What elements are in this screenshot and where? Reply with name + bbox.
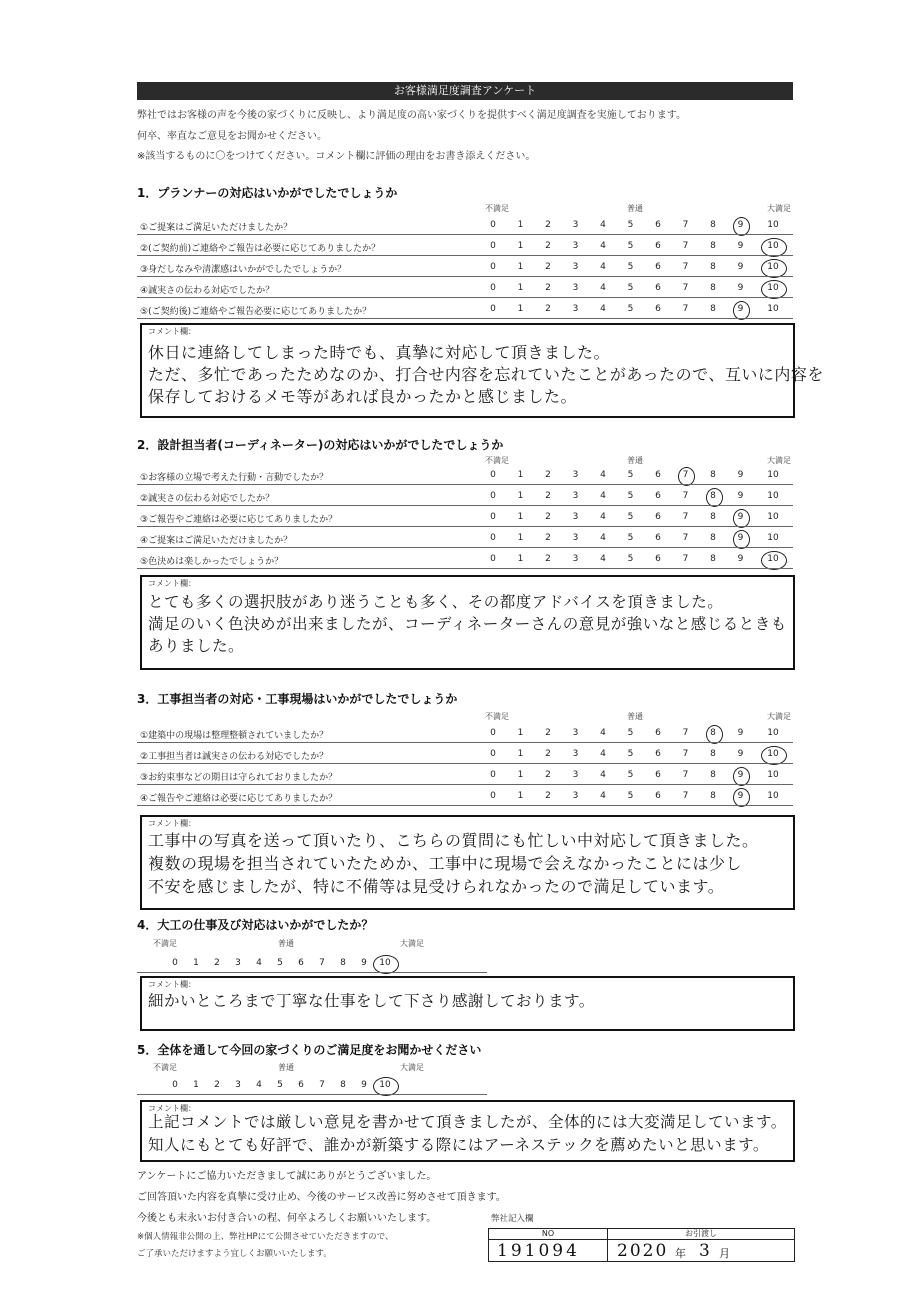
- handwritten-comment-line: 細かいところまで丁寧な仕事をして下さり感謝しております。: [148, 992, 595, 1010]
- question-row-divider: [137, 568, 793, 569]
- question-row-divider: [137, 547, 793, 548]
- scale-option[interactable]: 5: [627, 470, 634, 480]
- scale-option[interactable]: 9: [361, 958, 367, 968]
- question-row-divider: [137, 763, 793, 764]
- scale-option[interactable]: 2: [545, 262, 551, 272]
- scale-option[interactable]: 9: [737, 728, 744, 738]
- intro-line-3: ※該当するものに〇をつけてください。コメント欄に評価の理由をお書き添えください。: [137, 151, 536, 162]
- scale-option[interactable]: 0: [490, 749, 496, 759]
- scale-option[interactable]: 4: [600, 262, 606, 272]
- scale-option[interactable]: 4: [600, 533, 606, 543]
- scale-option[interactable]: 7: [319, 958, 325, 968]
- handwritten-comment-line: 複数の現場を担当されていたためか、工事中に現場で会えなかったことには少し: [148, 854, 743, 873]
- scale-option[interactable]: 7: [682, 304, 689, 314]
- office-year-value: 2020: [617, 1241, 669, 1261]
- scale-option[interactable]: 6: [655, 283, 661, 293]
- scale-option[interactable]: 3: [572, 770, 579, 780]
- scale-option[interactable]: 9: [737, 283, 744, 293]
- scale-option[interactable]: 2: [545, 241, 551, 251]
- scale-option[interactable]: 2: [545, 554, 551, 564]
- scale-row-divider: [137, 1094, 487, 1095]
- scale-option[interactable]: 0: [490, 554, 496, 564]
- scale-option[interactable]: 5: [627, 491, 634, 501]
- scale-option[interactable]: 3: [572, 283, 579, 293]
- scale-option[interactable]: 7: [682, 791, 689, 801]
- scale-option[interactable]: 3: [235, 1080, 241, 1090]
- scale-option[interactable]: 1: [517, 554, 524, 564]
- scale-option[interactable]: 2: [545, 220, 551, 230]
- scale-option[interactable]: 6: [655, 304, 661, 314]
- scale-label-high: 大満足: [767, 456, 791, 465]
- scale-option[interactable]: 6: [655, 554, 661, 564]
- question-1-2: ②(ご契約前)ご連絡やご報告は必要に応じてありましたか？: [140, 244, 381, 254]
- scale-option[interactable]: 9: [737, 512, 744, 522]
- question-1-4: ④誠実さの伝わる対応でしたか？: [140, 286, 275, 296]
- handwritten-comment-line: 知人にもとても好評で、誰かが新築する際にはアーネステックを薦めたいと思います。: [148, 1136, 769, 1154]
- scale-label-low: 不満足: [153, 1063, 177, 1072]
- scale-option[interactable]: 5: [277, 1080, 283, 1090]
- scale-option[interactable]: 5: [627, 554, 634, 564]
- scale-label-low: 不満足: [153, 939, 177, 948]
- scale-label-mid: 普通: [627, 456, 643, 465]
- office-use-table: [488, 1228, 795, 1262]
- scale-option[interactable]: 4: [256, 958, 262, 968]
- scale-option[interactable]: 6: [298, 1080, 304, 1090]
- question-3-2: ②工事担当者は誠実さの伝わる対応でしたか？: [140, 752, 329, 762]
- scale-option[interactable]: 7: [682, 470, 689, 480]
- question-1-3: ③身だしなみや清潔感はいかがでしたでしょうか？: [140, 265, 347, 275]
- scale-option[interactable]: 5: [627, 533, 634, 543]
- scale-option[interactable]: 3: [572, 728, 579, 738]
- question-row-divider: [137, 742, 793, 743]
- scale-option[interactable]: 6: [655, 220, 661, 230]
- scale-option[interactable]: 10: [767, 749, 779, 759]
- question-row-divider: [137, 234, 793, 235]
- scale-option[interactable]: 8: [710, 262, 716, 272]
- question-2-4: ④ご提案はご満足いただけましたか？: [140, 536, 293, 546]
- handwritten-comment-line: 上記コメントでは厳しい意見を書かせて頂きましたが、全体的には大変満足しています。: [148, 1113, 787, 1131]
- office-month-value: 3: [699, 1241, 710, 1261]
- section-2-title: 2．設計担当者(コーディネーター)の対応はいかがでしたでしょうか: [137, 438, 504, 452]
- handwritten-comment-line: 保存しておけるメモ等があれば良かったかと感じました。: [148, 387, 578, 406]
- comment-label: コメント欄：: [148, 327, 196, 336]
- scale-option[interactable]: 8: [710, 241, 716, 251]
- handwritten-comment-line: 不安を感じましたが、特に不備等は見受けられなかったので満足しています。: [148, 877, 725, 896]
- question-2-3: ③ご報告やご連絡は必要に応じてありましたか？: [140, 515, 338, 525]
- scale-option[interactable]: 2: [545, 770, 551, 780]
- scale-option[interactable]: 8: [710, 470, 716, 480]
- scale-option[interactable]: 9: [737, 791, 744, 801]
- handwritten-comment-line: 満足のいく色決めが出来ましたが、コーディネーターさんの意見が強いなと感じるときも: [148, 615, 787, 633]
- scale-option[interactable]: 9: [737, 304, 744, 314]
- comment-label: コメント欄：: [148, 980, 196, 989]
- scale-option[interactable]: 4: [600, 241, 606, 251]
- scale-option[interactable]: 5: [627, 241, 634, 251]
- scale-option[interactable]: 0: [490, 262, 496, 272]
- scale-option[interactable]: 9: [361, 1080, 367, 1090]
- section-4-title: 4．大工の仕事及び対応はいかがでしたか？: [137, 918, 374, 932]
- scale-option[interactable]: 8: [710, 533, 716, 543]
- scale-option[interactable]: 2: [545, 791, 551, 801]
- scale-option[interactable]: 3: [235, 958, 241, 968]
- scale-option[interactable]: 0: [490, 770, 496, 780]
- scale-option[interactable]: 3: [572, 554, 579, 564]
- scale-option[interactable]: 10: [767, 470, 779, 480]
- scale-option[interactable]: 2: [545, 512, 551, 522]
- scale-option[interactable]: 0: [490, 533, 496, 543]
- privacy-note-line-2: ご了承いただけますよう宜しくお願いいたします。: [137, 1249, 332, 1259]
- scale-option[interactable]: 6: [655, 533, 661, 543]
- scale-option[interactable]: 7: [682, 749, 689, 759]
- scale-option[interactable]: 10: [767, 554, 779, 564]
- scale-option[interactable]: 1: [517, 241, 524, 251]
- section-3-title: 3．工事担当者の対応・工事現場はいかがでしたでしょうか: [137, 692, 458, 706]
- scale-option[interactable]: 0: [490, 791, 496, 801]
- question-2-5: ⑤色決めは楽しかったでしょうか？: [140, 557, 284, 567]
- scale-option[interactable]: 6: [655, 491, 661, 501]
- scale-option[interactable]: 10: [767, 283, 779, 293]
- scale-option[interactable]: 8: [710, 749, 716, 759]
- scale-option[interactable]: 3: [572, 304, 579, 314]
- section-1-title: 1．プランナーの対応はいかがでしたでしょうか: [137, 186, 398, 200]
- handwritten-comment-line: とても多くの選択肢があり迷うことも多く、その都度アドバイスを頂きました。: [148, 593, 724, 611]
- scale-option[interactable]: 6: [655, 770, 661, 780]
- scale-option[interactable]: 8: [710, 491, 716, 501]
- scale-option[interactable]: 10: [767, 220, 779, 230]
- scale-option[interactable]: 8: [710, 283, 716, 293]
- scale-option[interactable]: 5: [627, 262, 634, 272]
- scale-option[interactable]: 5: [627, 728, 634, 738]
- scale-option[interactable]: 2: [545, 728, 551, 738]
- scale-option[interactable]: 8: [710, 512, 716, 522]
- scale-option[interactable]: 5: [627, 220, 634, 230]
- scale-option[interactable]: 0: [490, 512, 496, 522]
- office-no-value: 191094: [497, 1241, 580, 1261]
- scale-option[interactable]: 1: [517, 749, 524, 759]
- scale-option[interactable]: 8: [710, 791, 716, 801]
- scale-option[interactable]: 0: [490, 304, 496, 314]
- scale-option[interactable]: 2: [545, 470, 551, 480]
- scale-option[interactable]: 4: [600, 770, 606, 780]
- scale-option[interactable]: 4: [256, 1080, 262, 1090]
- question-row-divider: [137, 805, 793, 806]
- scale-option[interactable]: 1: [517, 728, 524, 738]
- scale-label-mid: 普通: [627, 712, 643, 721]
- office-use-label: 弊社記入欄: [491, 1214, 534, 1224]
- handwritten-comment-line: 休日に連絡してしまった時でも、真摯に対応して頂きました。: [148, 343, 611, 362]
- scale-option[interactable]: 9: [737, 220, 744, 230]
- question-1-5: ⑤(ご契約後)ご連絡やご報告必要に応じてありましたか？: [140, 307, 372, 317]
- scale-option[interactable]: 1: [517, 283, 524, 293]
- scale-option[interactable]: 1: [193, 1080, 199, 1090]
- question-row-divider: [137, 784, 793, 785]
- scale-option[interactable]: 4: [600, 283, 606, 293]
- scale-option[interactable]: 9: [737, 533, 744, 543]
- scale-option[interactable]: 2: [214, 958, 220, 968]
- scale-option[interactable]: 9: [737, 491, 744, 501]
- question-3-3: ③お約束事などの期日は守られておりましたか？: [140, 773, 338, 783]
- scale-option[interactable]: 10: [767, 728, 779, 738]
- scale-option[interactable]: 9: [737, 470, 744, 480]
- scale-option[interactable]: 3: [572, 491, 579, 501]
- scale-option[interactable]: 3: [572, 533, 579, 543]
- scale-option[interactable]: 6: [298, 958, 304, 968]
- scale-option[interactable]: 2: [214, 1080, 220, 1090]
- scale-option[interactable]: 6: [655, 512, 661, 522]
- scale-option[interactable]: 0: [490, 283, 496, 293]
- question-2-2: ②誠実さの伝わる対応でしたか？: [140, 494, 275, 504]
- scale-option[interactable]: 4: [600, 470, 606, 480]
- intro-line-1: 弊社ではお客様の声を今後の家づくりに反映し、より満足度の高い家づくりを提供すべく満足度調査を実施しております。: [137, 110, 686, 121]
- section-5-title: 5．全体を通して今回の家づくりのご満足度をお聞かせください: [137, 1043, 482, 1057]
- scale-option[interactable]: 4: [600, 304, 606, 314]
- scale-option[interactable]: 10: [379, 958, 391, 968]
- scale-option[interactable]: 5: [277, 958, 283, 968]
- scale-label-mid: 普通: [278, 939, 294, 948]
- question-row-divider: [137, 318, 793, 319]
- scale-option[interactable]: 3: [572, 512, 579, 522]
- scale-option[interactable]: 3: [572, 791, 579, 801]
- scale-option[interactable]: 9: [737, 241, 744, 251]
- scale-option[interactable]: 4: [600, 220, 606, 230]
- intro-line-2: 何卒、率直なご意見をお聞かせください。: [137, 131, 327, 142]
- scale-option[interactable]: 5: [627, 770, 634, 780]
- scale-option[interactable]: 5: [627, 512, 634, 522]
- scale-option[interactable]: 7: [682, 533, 689, 543]
- scale-option[interactable]: 6: [655, 262, 661, 272]
- scale-option[interactable]: 8: [710, 554, 716, 564]
- footer-line-1: アンケートにご協力いただきまして誠にありがとうございました。: [137, 1171, 437, 1182]
- scale-option[interactable]: 9: [737, 770, 744, 780]
- scale-label-mid: 普通: [627, 204, 643, 213]
- comment-label: コメント欄：: [148, 819, 196, 828]
- scale-option[interactable]: 8: [710, 220, 716, 230]
- scale-option[interactable]: 6: [655, 241, 661, 251]
- scale-option[interactable]: 6: [655, 728, 661, 738]
- scale-option[interactable]: 6: [655, 470, 661, 480]
- scale-option[interactable]: 6: [655, 791, 661, 801]
- scale-label-high: 大満足: [767, 712, 791, 721]
- scale-option[interactable]: 8: [340, 1080, 346, 1090]
- scale-option[interactable]: 7: [319, 1080, 325, 1090]
- scale-option[interactable]: 8: [710, 770, 716, 780]
- scale-option[interactable]: 1: [517, 220, 524, 230]
- office-column-divider: [607, 1229, 608, 1261]
- question-row-divider: [137, 255, 793, 256]
- scale-option[interactable]: 6: [655, 749, 661, 759]
- scale-option[interactable]: 3: [572, 470, 579, 480]
- question-3-1: ①建築中の現場は整理整頓されていましたか？: [140, 731, 329, 741]
- scale-option[interactable]: 10: [767, 304, 779, 314]
- scale-option[interactable]: 7: [682, 241, 689, 251]
- scale-option[interactable]: 0: [490, 470, 496, 480]
- scale-option[interactable]: 4: [600, 791, 606, 801]
- scale-option[interactable]: 2: [545, 304, 551, 314]
- scale-option[interactable]: 3: [572, 220, 579, 230]
- scale-option[interactable]: 7: [682, 512, 689, 522]
- scale-option[interactable]: 4: [600, 554, 606, 564]
- scale-label-high: 大満足: [400, 939, 424, 948]
- scale-option[interactable]: 4: [600, 491, 606, 501]
- scale-option[interactable]: 10: [767, 512, 779, 522]
- scale-option[interactable]: 0: [172, 1080, 178, 1090]
- scale-option[interactable]: 10: [767, 241, 779, 251]
- scale-option[interactable]: 4: [600, 728, 606, 738]
- scale-option[interactable]: 1: [193, 958, 199, 968]
- question-row-divider: [137, 526, 793, 527]
- scale-option[interactable]: 1: [517, 512, 524, 522]
- scale-option[interactable]: 10: [767, 770, 779, 780]
- scale-option[interactable]: 10: [767, 491, 779, 501]
- scale-option[interactable]: 7: [682, 262, 689, 272]
- scale-option[interactable]: 10: [767, 533, 779, 543]
- office-month-unit: 月: [719, 1247, 730, 1260]
- question-row-divider: [137, 484, 793, 485]
- scale-label-low: 不満足: [485, 204, 509, 213]
- scale-option[interactable]: 2: [545, 491, 551, 501]
- scale-option[interactable]: 7: [682, 770, 689, 780]
- comment-label: コメント欄：: [148, 1104, 196, 1113]
- scale-option[interactable]: 7: [682, 491, 689, 501]
- scale-option[interactable]: 8: [710, 728, 716, 738]
- scale-label-low: 不満足: [485, 456, 509, 465]
- scale-option[interactable]: 10: [767, 262, 779, 272]
- question-row-divider: [137, 505, 793, 506]
- scale-option[interactable]: 1: [517, 304, 524, 314]
- scale-option[interactable]: 2: [545, 283, 551, 293]
- scale-option[interactable]: 0: [490, 241, 496, 251]
- office-year-unit: 年: [675, 1247, 686, 1260]
- scale-label-high: 大満足: [400, 1063, 424, 1072]
- question-2-1: ①お客様の立場で考えた行動・言動でしたか？: [140, 473, 329, 483]
- scale-option[interactable]: 1: [517, 770, 524, 780]
- office-no-header: NO: [489, 1229, 608, 1240]
- office-handover-header: お引渡し: [608, 1229, 794, 1240]
- scale-row-divider: [137, 972, 487, 973]
- scale-option[interactable]: 2: [545, 749, 551, 759]
- scale-option[interactable]: 1: [517, 533, 524, 543]
- question-row-divider: [137, 297, 793, 298]
- scale-option[interactable]: 5: [627, 791, 634, 801]
- scale-option[interactable]: 7: [682, 728, 689, 738]
- question-row-divider: [137, 276, 793, 277]
- privacy-note-line-1: ※個人情報非公開の上、弊社HPにて公開させていただきますので、: [137, 1232, 394, 1242]
- scale-option[interactable]: 10: [767, 791, 779, 801]
- scale-option[interactable]: 5: [627, 304, 634, 314]
- scale-option[interactable]: 9: [737, 749, 744, 759]
- scale-option[interactable]: 0: [490, 491, 496, 501]
- scale-option[interactable]: 5: [627, 749, 634, 759]
- footer-line-3: 今後とも末永いお付き合いの程、何卒よろしくお願いいたします。: [137, 1213, 437, 1224]
- scale-option[interactable]: 4: [600, 512, 606, 522]
- handwritten-comment-line: ただ、多忙であったためなのか、打合せ内容を忘れていたことがあったので、互いに内容を: [148, 365, 824, 384]
- comment-label: コメント欄：: [148, 579, 196, 588]
- scale-option[interactable]: 3: [572, 749, 579, 759]
- handwritten-comment-line: 工事中の写真を送って頂いたり、こちらの質問にも忙しい中対応して頂きました。: [148, 831, 759, 850]
- scale-label-low: 不満足: [485, 712, 509, 721]
- scale-option[interactable]: 9: [737, 554, 744, 564]
- survey-title-bar: お客様満足度調査アンケート: [137, 82, 793, 100]
- scale-option[interactable]: 3: [572, 241, 579, 251]
- scale-option[interactable]: 0: [490, 728, 496, 738]
- scale-option[interactable]: 10: [379, 1080, 391, 1090]
- scale-option[interactable]: 0: [172, 958, 178, 968]
- scale-option[interactable]: 7: [682, 220, 689, 230]
- question-1-1: ①ご提案はご満足いただけましたか？: [140, 223, 293, 233]
- scale-label-high: 大満足: [767, 204, 791, 213]
- scale-label-mid: 普通: [278, 1063, 294, 1072]
- scale-option[interactable]: 8: [710, 304, 716, 314]
- scale-option[interactable]: 7: [682, 283, 689, 293]
- scale-option[interactable]: 3: [572, 262, 579, 272]
- footer-line-2: ご回答頂いた内容を真摯に受け止め、今後のサービス改善に努めさせて頂きます。: [137, 1192, 506, 1203]
- scale-option[interactable]: 4: [600, 749, 606, 759]
- scale-option[interactable]: 1: [517, 470, 524, 480]
- scale-option[interactable]: 1: [517, 491, 524, 501]
- scale-option[interactable]: 1: [517, 262, 524, 272]
- scale-option[interactable]: 5: [627, 283, 634, 293]
- handwritten-comment-line: ありました。: [148, 637, 245, 655]
- scale-option[interactable]: 2: [545, 533, 551, 543]
- scale-option[interactable]: 7: [682, 554, 689, 564]
- scale-option[interactable]: 1: [517, 791, 524, 801]
- question-3-4: ④ご報告やご連絡は必要に応じてありましたか？: [140, 794, 338, 804]
- scale-option[interactable]: 9: [737, 262, 744, 272]
- scale-option[interactable]: 8: [340, 958, 346, 968]
- scale-option[interactable]: 0: [490, 220, 496, 230]
